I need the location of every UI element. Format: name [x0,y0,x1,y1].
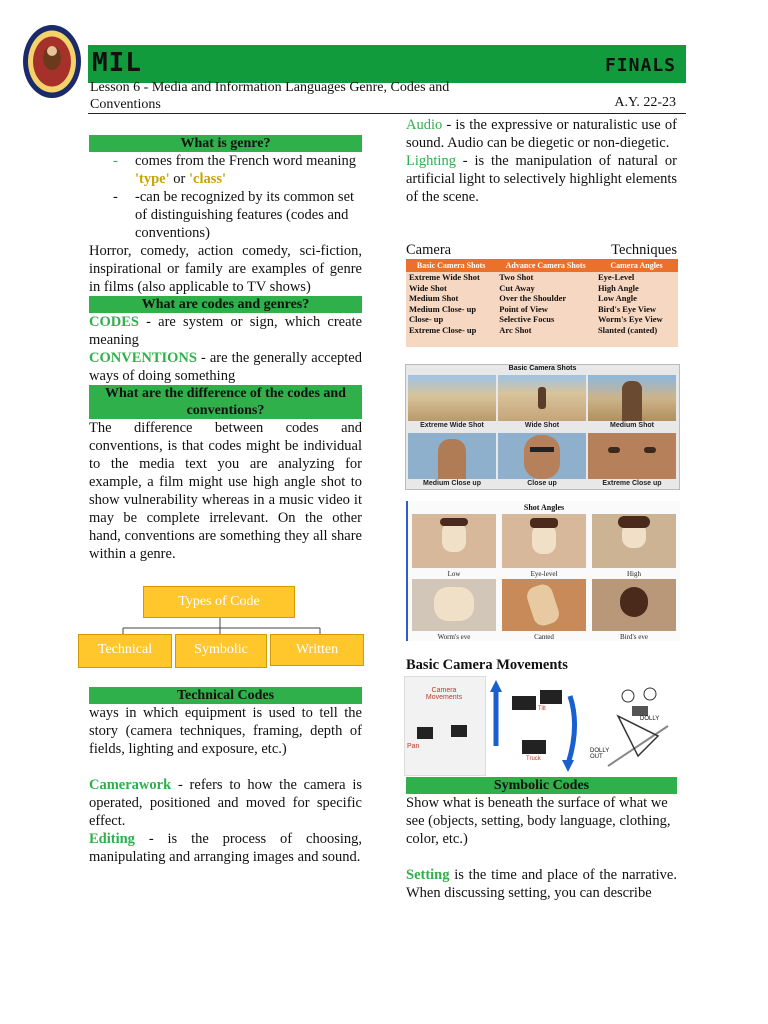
codes-definition: CODES - are system or sign, which create meaning [89,314,362,348]
pan-tilt-panel: Camera Movements Pan [404,676,486,776]
genre-heading: What is genre? [89,135,362,152]
camera-movements-image [404,676,678,776]
technical-codes-paragraph: ways in which equipment is used to tell the story (camera techniques, framing, depth of fields, lighting and exposure, etc.) [89,705,362,757]
lesson-title: Lesson 6 - Media and Information Languages Genre, Codes and Conventions [90,80,450,112]
dolly-panel: DOLLY DOLLY OUT [588,676,678,774]
difference-paragraph: The difference between codes and conventions, is that codes might be individual to the media text you are analyzing for example, a film might use high angle shot to show vulnerability whereas in a music video it may be complete irrelevant. On the other hand, conventions are something they all share within a genre. [89,420,362,562]
genre-bullet-1: - comes from the French word meaning 'type' or 'class' [113,153,357,187]
wide-shot-photo: Wide Shot [498,375,586,421]
editing-definition: Editing - is the process of choosing, manipulating and arranging images and sound. [89,831,362,865]
right-column-top [406,116,677,206]
technical-codes-heading: Technical Codes [89,687,362,704]
symbolic-box: Symbolic [175,634,267,668]
genre-paragraph: Horror, comedy, action comedy, sci-fiction, inspirational or family are examples of genre in films (also applicable to TV shows) [89,243,362,295]
tilt-truck-panel: Tilt Truck [488,676,583,774]
close-up-photo: Close up [498,433,586,479]
extreme-close-up-photo: Extreme Close up [588,433,676,479]
symbolic-codes-paragraph: Show what is beneath the surface of what we see (objects, setting, body language, clothing, color, etc.) [406,795,671,847]
worms-eye-photo: Worm's eve [412,579,496,631]
left-column [89,135,362,563]
table-header: Camera Angles [595,259,678,272]
table-header: Basic Camera Shots [406,259,496,272]
conventions-definition: CONVENTIONS - are the generally accepted ways of doing something [89,350,362,384]
table-row: Wide Shot Cut Away High Angle [406,283,678,294]
header-bar [88,45,686,83]
technical-codes-section [89,687,362,866]
symbolic-codes-heading: Symbolic Codes [406,777,677,794]
table-row: Medium Shot Over the Shoulder Low Angle [406,293,678,304]
difference-heading: What are the difference of the codes and conventions? [89,385,362,419]
table-row: Extreme Wide Shot Two Shot Eye-Level [406,272,678,283]
shot-angles-image [406,501,680,641]
low-angle-photo: Low [412,514,496,568]
table-header: Advance Camera Shots [496,259,595,272]
medium-shot-photo: Medium Shot [588,375,676,421]
camera-techniques-table [406,259,678,347]
medium-close-up-photo: Medium Close up [408,433,496,479]
lighting-definition: Lighting - is the manipulation of natural or artificial light to selectively highlight elements of the scene. [406,153,677,205]
types-of-code-box: Types of Code [143,586,295,618]
setting-definition: Setting is the time and place of the narrative. When discussing setting, you can describe [406,867,677,901]
header-divider [88,113,686,114]
table-row: Extreme Close- up Arc Shot Slanted (canted) [406,325,678,348]
table-row: Medium Close- up Point of View Bird's Eye View [406,304,678,315]
page-title: MIL [92,48,142,78]
written-box: Written [270,634,364,666]
high-angle-photo: High [592,514,676,568]
symbolic-codes-section [406,777,677,902]
angles-image-title: Shot Angles [523,503,565,512]
school-seal-logo [22,24,82,99]
canted-photo: Canted [502,579,586,631]
audio-definition: Audio - is the expressive or naturalistic use of sound. Audio can be diegetic or non-diegetic. [406,117,677,151]
camera-movements-heading: Basic Camera Movements [406,657,568,673]
extreme-wide-shot-photo: Extreme Wide Shot [408,375,496,421]
types-of-code-diagram [75,580,365,675]
camera-icon [417,727,433,739]
camera-icon [451,725,467,737]
table-row: Close- up Selective Focus Worm's Eye View [406,314,678,325]
camera-techniques-label: Camera Techniques [406,242,677,258]
technical-box: Technical [78,634,172,668]
eye-level-photo: Eye-level [502,514,586,568]
birds-eye-photo: Bird's eve [592,579,676,631]
academic-year: A.Y. 22-23 [614,95,676,110]
finals-label: FINALS [604,55,676,76]
basic-camera-shots-image [405,364,680,490]
codes-heading: What are codes and genres? [89,296,362,313]
genre-bullet-2: - -can be recognized by its common set of distinguishing features (codes and conventions) [113,189,355,241]
shots-image-title: Basic Camera Shots [508,365,577,372]
camerawork-definition: Camerawork - refers to how the camera is operated, positioned and moved for specific effect. [89,777,362,829]
